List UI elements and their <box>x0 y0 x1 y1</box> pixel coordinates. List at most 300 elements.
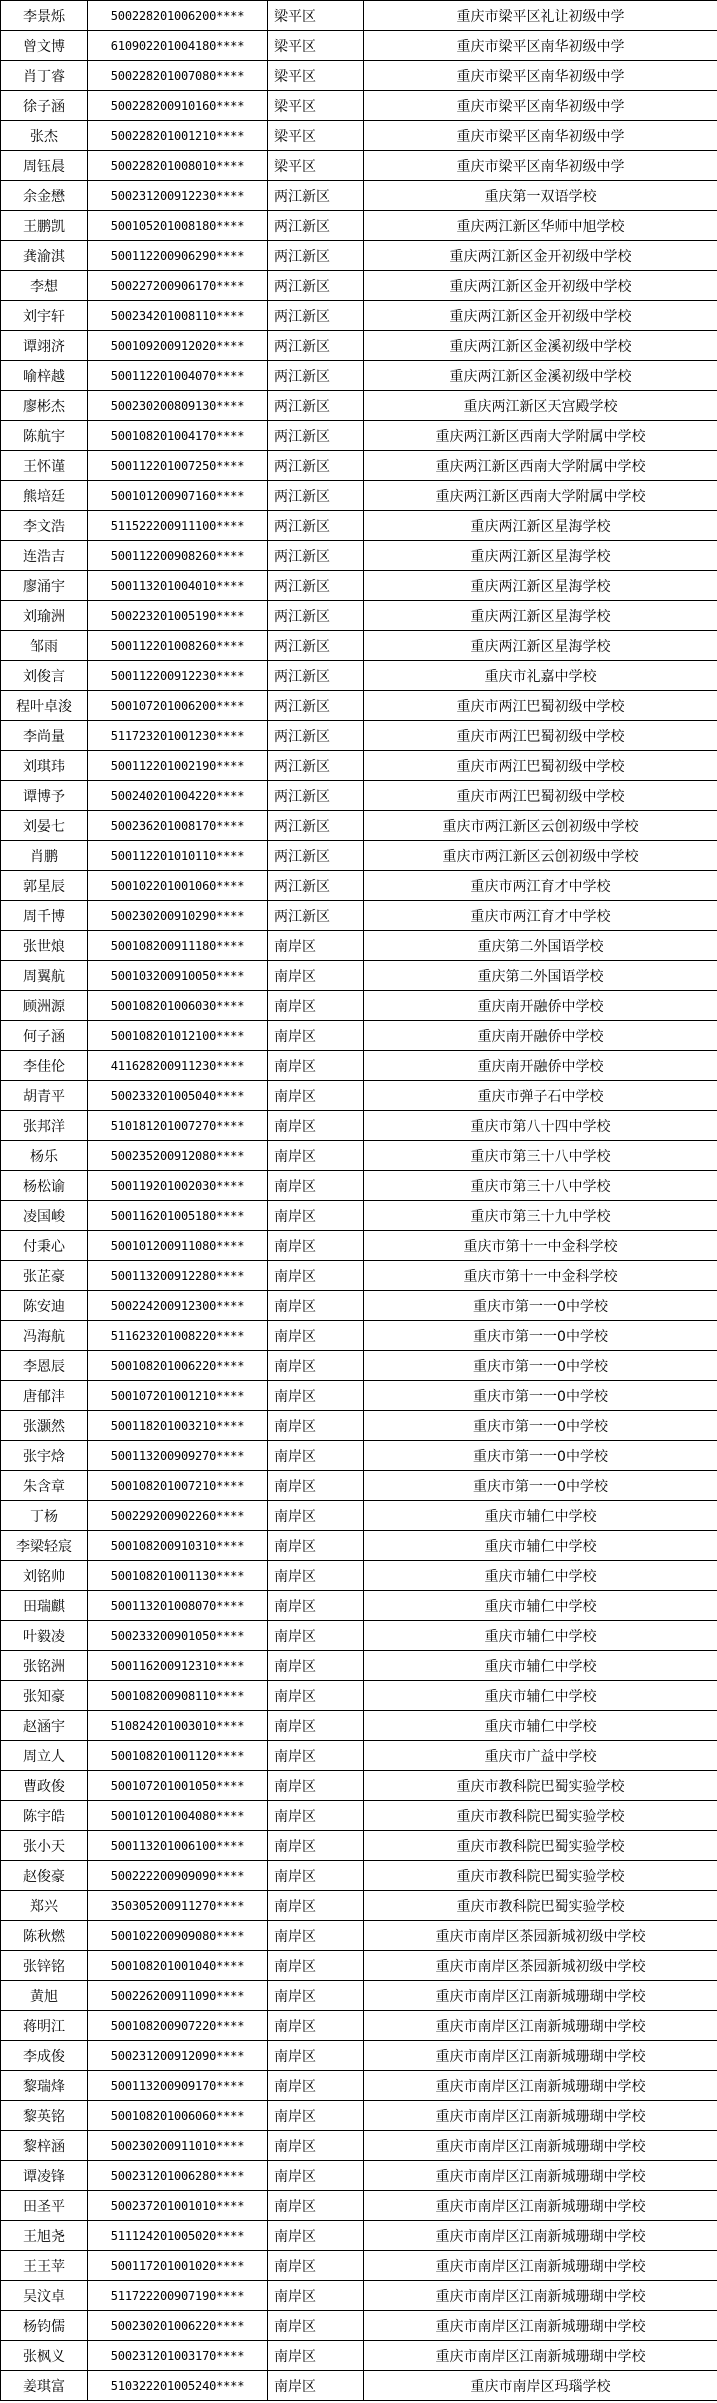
district-cell: 南岸区 <box>268 2011 364 2041</box>
table-row <box>1 1711 717 1741</box>
district-cell: 南岸区 <box>268 2221 364 2251</box>
district-cell: 南岸区 <box>268 2071 364 2101</box>
district-cell: 南岸区 <box>268 961 364 991</box>
school-cell: 重庆第一双语学校 <box>364 181 717 211</box>
student-name-cell: 廖彬杰 <box>1 391 88 421</box>
student-name-cell: 黎英铭 <box>1 2101 88 2131</box>
school-cell: 重庆两江新区金溪初级中学校 <box>364 361 717 391</box>
school-cell: 重庆市第三十八中学校 <box>364 1141 717 1171</box>
district-cell: 两江新区 <box>268 691 364 721</box>
table-row <box>1 1621 717 1651</box>
district-cell: 两江新区 <box>268 451 364 481</box>
student-name-cell: 肖鹏 <box>1 841 88 871</box>
table-row <box>1 2221 717 2251</box>
school-cell: 重庆市辅仁中学校 <box>364 1711 717 1741</box>
district-cell: 两江新区 <box>268 721 364 751</box>
district-cell: 南岸区 <box>268 1171 364 1201</box>
id-number-cell: 500230200910290**** <box>88 901 268 931</box>
id-number-cell: 500113200909270**** <box>88 1441 268 1471</box>
student-name-cell: 张世烺 <box>1 931 88 961</box>
id-number-cell: 500112201004070**** <box>88 361 268 391</box>
student-name-cell: 李梁轻宸 <box>1 1531 88 1561</box>
district-cell: 南岸区 <box>268 1891 364 1921</box>
district-cell: 南岸区 <box>268 1471 364 1501</box>
id-number-cell: 500231201003170**** <box>88 2341 268 2371</box>
id-number-cell: 500117201001020**** <box>88 2251 268 2281</box>
district-cell: 两江新区 <box>268 511 364 541</box>
student-name-cell: 王王苹 <box>1 2251 88 2281</box>
table-row <box>1 1921 717 1951</box>
table-row <box>1 631 717 661</box>
table-row <box>1 331 717 361</box>
district-cell: 南岸区 <box>268 991 364 1021</box>
student-name-cell: 谭凌锋 <box>1 2161 88 2191</box>
table-row <box>1 1321 717 1351</box>
school-cell: 重庆市南岸区江南新城珊瑚中学校 <box>364 2251 717 2281</box>
table-row <box>1 2011 717 2041</box>
id-number-cell: 500102201001060**** <box>88 871 268 901</box>
district-cell: 南岸区 <box>268 1141 364 1171</box>
student-name-cell: 张邦洋 <box>1 1111 88 1141</box>
table-row <box>1 1561 717 1591</box>
student-name-cell: 何子涵 <box>1 1021 88 1051</box>
student-name-cell: 陈航宇 <box>1 421 88 451</box>
id-number-cell: 510322201005240**** <box>88 2371 268 2401</box>
id-number-cell: 500230200911010**** <box>88 2131 268 2161</box>
student-name-cell: 张铭洲 <box>1 1651 88 1681</box>
district-cell: 南岸区 <box>268 2041 364 2071</box>
district-cell: 南岸区 <box>268 931 364 961</box>
table-row <box>1 1351 717 1381</box>
id-number-cell: 500108201012100**** <box>88 1021 268 1051</box>
id-number-cell: 500226200911090**** <box>88 1981 268 2011</box>
student-name-cell: 陈宇皓 <box>1 1801 88 1831</box>
student-name-cell: 王怀谨 <box>1 451 88 481</box>
student-name-cell: 张枫义 <box>1 2341 88 2371</box>
id-number-cell: 500108201006030**** <box>88 991 268 1021</box>
district-cell: 南岸区 <box>268 2311 364 2341</box>
district-cell: 两江新区 <box>268 211 364 241</box>
table-row <box>1 241 717 271</box>
district-cell: 南岸区 <box>268 2191 364 2221</box>
table-row <box>1 1771 717 1801</box>
table-row <box>1 2101 717 2131</box>
id-number-cell: 500108201001130**** <box>88 1561 268 1591</box>
student-name-cell: 张灏然 <box>1 1411 88 1441</box>
id-number-cell: 500108201006220**** <box>88 1351 268 1381</box>
school-cell: 重庆市梁平区南华初级中学 <box>364 121 717 151</box>
table-row <box>1 2131 717 2161</box>
id-number-cell: 511522200911100**** <box>88 511 268 541</box>
student-name-cell: 刘俊言 <box>1 661 88 691</box>
student-name-cell: 田圣平 <box>1 2191 88 2221</box>
school-cell: 重庆第二外国语学校 <box>364 931 717 961</box>
district-cell: 南岸区 <box>268 1801 364 1831</box>
district-cell: 两江新区 <box>268 421 364 451</box>
school-cell: 重庆两江新区金开初级中学校 <box>364 271 717 301</box>
school-cell: 重庆市两江巴蜀初级中学校 <box>364 721 717 751</box>
student-name-cell: 张小天 <box>1 1831 88 1861</box>
table-row <box>1 901 717 931</box>
table-row <box>1 1801 717 1831</box>
student-name-cell: 刘铭帅 <box>1 1561 88 1591</box>
district-cell: 南岸区 <box>268 1651 364 1681</box>
table-row <box>1 1411 717 1441</box>
school-cell: 重庆市辅仁中学校 <box>364 1501 717 1531</box>
id-number-cell: 500109200912020**** <box>88 331 268 361</box>
student-name-cell: 刘琪玮 <box>1 751 88 781</box>
id-number-cell: 511722200907190**** <box>88 2281 268 2311</box>
school-cell: 重庆市教科院巴蜀实验学校 <box>364 1801 717 1831</box>
school-cell: 重庆市南岸区茶园新城初级中学校 <box>364 1951 717 1981</box>
table-row <box>1 1531 717 1561</box>
district-cell: 南岸区 <box>268 1231 364 1261</box>
student-name-cell: 张锌铭 <box>1 1951 88 1981</box>
table-row <box>1 151 717 181</box>
district-cell: 南岸区 <box>268 1441 364 1471</box>
school-cell: 重庆市南岸区江南新城珊瑚中学校 <box>364 1981 717 2011</box>
school-cell: 重庆市梁平区礼让初级中学 <box>364 1 717 31</box>
district-cell: 南岸区 <box>268 1621 364 1651</box>
table-row <box>1 2071 717 2101</box>
student-name-cell: 谭博予 <box>1 781 88 811</box>
school-cell: 重庆市第一一0中学校 <box>364 1471 717 1501</box>
table-row <box>1 2251 717 2281</box>
id-number-cell: 500108200910310**** <box>88 1531 268 1561</box>
school-cell: 重庆两江新区星海学校 <box>364 541 717 571</box>
table-row <box>1 1291 717 1321</box>
id-number-cell: 500108201004170**** <box>88 421 268 451</box>
school-cell: 重庆市梁平区南华初级中学 <box>364 91 717 121</box>
school-cell: 重庆市第八十四中学校 <box>364 1111 717 1141</box>
district-cell: 南岸区 <box>268 2251 364 2281</box>
student-name-cell: 田瑞麒 <box>1 1591 88 1621</box>
table-row <box>1 751 717 781</box>
school-cell: 重庆市辅仁中学校 <box>364 1651 717 1681</box>
school-cell: 重庆南开融侨中学校 <box>364 1051 717 1081</box>
school-cell: 重庆市第一一0中学校 <box>364 1381 717 1411</box>
id-number-cell: 500103200910050**** <box>88 961 268 991</box>
id-number-cell: 500108201001040**** <box>88 1951 268 1981</box>
table-row <box>1 61 717 91</box>
student-name-cell: 周钰晨 <box>1 151 88 181</box>
district-cell: 南岸区 <box>268 1861 364 1891</box>
table-row <box>1 1681 717 1711</box>
school-cell: 重庆市南岸区江南新城珊瑚中学校 <box>364 2221 717 2251</box>
district-cell: 两江新区 <box>268 571 364 601</box>
district-cell: 南岸区 <box>268 1831 364 1861</box>
district-cell: 两江新区 <box>268 361 364 391</box>
id-number-cell: 510181201007270**** <box>88 1111 268 1141</box>
table-row <box>1 541 717 571</box>
table-row <box>1 871 717 901</box>
id-number-cell: 500101201004080**** <box>88 1801 268 1831</box>
district-cell: 两江新区 <box>268 391 364 421</box>
student-name-cell: 李文浩 <box>1 511 88 541</box>
table-row <box>1 391 717 421</box>
id-number-cell: 500107201006200**** <box>88 691 268 721</box>
table-row <box>1 1651 717 1681</box>
table-row <box>1 1081 717 1111</box>
id-number-cell: 500102200909080**** <box>88 1921 268 1951</box>
table-row <box>1 961 717 991</box>
student-name-cell: 付秉心 <box>1 1231 88 1261</box>
school-cell: 重庆两江新区西南大学附属中学校 <box>364 481 717 511</box>
student-name-cell: 张芷豪 <box>1 1261 88 1291</box>
table-row <box>1 31 717 61</box>
table-row <box>1 991 717 1021</box>
student-name-cell: 李尚量 <box>1 721 88 751</box>
id-number-cell: 500108201007210**** <box>88 1471 268 1501</box>
id-number-cell: 500112201007250**** <box>88 451 268 481</box>
district-cell: 两江新区 <box>268 841 364 871</box>
district-cell: 南岸区 <box>268 2281 364 2311</box>
student-name-cell: 陈秋燃 <box>1 1921 88 1951</box>
student-name-cell: 谭翊济 <box>1 331 88 361</box>
district-cell: 南岸区 <box>268 2131 364 2161</box>
table-row <box>1 1021 717 1051</box>
student-name-cell: 廖涌宇 <box>1 571 88 601</box>
table-row <box>1 1501 717 1531</box>
table-row <box>1 91 717 121</box>
student-name-cell: 周千博 <box>1 901 88 931</box>
table-row <box>1 1831 717 1861</box>
district-cell: 南岸区 <box>268 1021 364 1051</box>
student-name-cell: 杨钧儒 <box>1 2311 88 2341</box>
table-row <box>1 361 717 391</box>
student-name-cell: 张知豪 <box>1 1681 88 1711</box>
student-name-cell: 丁杨 <box>1 1501 88 1531</box>
student-name-cell: 刘宇轩 <box>1 301 88 331</box>
id-number-cell: 500113201004010**** <box>88 571 268 601</box>
table-row <box>1 1051 717 1081</box>
district-cell: 两江新区 <box>268 661 364 691</box>
student-name-cell: 叶毅凌 <box>1 1621 88 1651</box>
table-row <box>1 451 717 481</box>
table-row <box>1 1891 717 1921</box>
district-cell: 梁平区 <box>268 121 364 151</box>
school-cell: 重庆市弹子石中学校 <box>364 1081 717 1111</box>
district-cell: 两江新区 <box>268 901 364 931</box>
district-cell: 南岸区 <box>268 1261 364 1291</box>
id-number-cell: 500108200911180**** <box>88 931 268 961</box>
id-number-cell: 500236201008170**** <box>88 811 268 841</box>
id-number-cell: 500112200912230**** <box>88 661 268 691</box>
table-row <box>1 2341 717 2371</box>
district-cell: 南岸区 <box>268 2341 364 2371</box>
id-number-cell: 500112201010110**** <box>88 841 268 871</box>
student-name-cell: 王旭尧 <box>1 2221 88 2251</box>
id-number-cell: 500105201008180**** <box>88 211 268 241</box>
school-cell: 重庆市南岸区江南新城珊瑚中学校 <box>364 2161 717 2191</box>
school-cell: 重庆市辅仁中学校 <box>364 1621 717 1651</box>
id-number-cell: 350305200911270**** <box>88 1891 268 1921</box>
district-cell: 南岸区 <box>268 1951 364 1981</box>
school-cell: 重庆市南岸区江南新城珊瑚中学校 <box>364 2341 717 2371</box>
id-number-cell: 500228201008010**** <box>88 151 268 181</box>
id-number-cell: 500234201008110**** <box>88 301 268 331</box>
school-cell: 重庆市两江巴蜀初级中学校 <box>364 781 717 811</box>
school-cell: 重庆市南岸区江南新城珊瑚中学校 <box>364 2311 717 2341</box>
district-cell: 南岸区 <box>268 1561 364 1591</box>
school-cell: 重庆市南岸区江南新城珊瑚中学校 <box>364 2281 717 2311</box>
district-cell: 两江新区 <box>268 781 364 811</box>
school-cell: 重庆市两江育才中学校 <box>364 871 717 901</box>
district-cell: 梁平区 <box>268 61 364 91</box>
student-name-cell: 唐郁沣 <box>1 1381 88 1411</box>
table-row <box>1 1111 717 1141</box>
school-cell: 重庆市两江新区云创初级中学校 <box>364 811 717 841</box>
table-row <box>1 931 717 961</box>
student-name-cell: 黎梓涵 <box>1 2131 88 2161</box>
district-cell: 两江新区 <box>268 811 364 841</box>
school-cell: 重庆南开融侨中学校 <box>364 991 717 1021</box>
table-row <box>1 1981 717 2011</box>
id-number-cell: 500118201003210**** <box>88 1411 268 1441</box>
district-cell: 南岸区 <box>268 1921 364 1951</box>
school-cell: 重庆两江新区西南大学附属中学校 <box>364 421 717 451</box>
table-row <box>1 1231 717 1261</box>
student-name-cell: 蒋明江 <box>1 2011 88 2041</box>
school-cell: 重庆第二外国语学校 <box>364 961 717 991</box>
student-name-cell: 顾洲源 <box>1 991 88 1021</box>
table-row <box>1 811 717 841</box>
school-cell: 重庆市第三十九中学校 <box>364 1201 717 1231</box>
district-cell: 南岸区 <box>268 2371 364 2401</box>
student-name-cell: 张宇焓 <box>1 1441 88 1471</box>
table-row <box>1 2161 717 2191</box>
district-cell: 南岸区 <box>268 1501 364 1531</box>
table-row <box>1 271 717 301</box>
id-number-cell: 500112201008260**** <box>88 631 268 661</box>
student-name-cell: 李成俊 <box>1 2041 88 2071</box>
table-body <box>1 1 717 2401</box>
student-name-cell: 王鹏凯 <box>1 211 88 241</box>
school-cell: 重庆市教科院巴蜀实验学校 <box>364 1861 717 1891</box>
school-cell: 重庆市南岸区玛瑙学校 <box>364 2371 717 2401</box>
student-name-cell: 姜琪富 <box>1 2371 88 2401</box>
district-cell: 南岸区 <box>268 1201 364 1231</box>
student-name-cell: 赵俊豪 <box>1 1861 88 1891</box>
id-number-cell: 500233201005040**** <box>88 1081 268 1111</box>
id-number-cell: 500227200906170**** <box>88 271 268 301</box>
district-cell: 两江新区 <box>268 331 364 361</box>
school-cell: 重庆市南岸区江南新城珊瑚中学校 <box>364 2131 717 2161</box>
table-row <box>1 2371 717 2401</box>
school-cell: 重庆市辅仁中学校 <box>364 1561 717 1591</box>
district-cell: 梁平区 <box>268 1 364 31</box>
id-number-cell: 511124201005020**** <box>88 2221 268 2251</box>
school-cell: 重庆两江新区金开初级中学校 <box>364 241 717 271</box>
student-name-cell: 冯海航 <box>1 1321 88 1351</box>
school-cell: 重庆市南岸区江南新城珊瑚中学校 <box>364 2101 717 2131</box>
school-cell: 重庆市第十一中金科学校 <box>364 1261 717 1291</box>
table-row <box>1 1591 717 1621</box>
district-cell: 南岸区 <box>268 1741 364 1771</box>
district-cell: 两江新区 <box>268 541 364 571</box>
student-name-cell: 吴汶卓 <box>1 2281 88 2311</box>
student-name-cell: 凌国峻 <box>1 1201 88 1231</box>
district-cell: 梁平区 <box>268 91 364 121</box>
id-number-cell: 500112201002190**** <box>88 751 268 781</box>
district-cell: 南岸区 <box>268 1381 364 1411</box>
school-cell: 重庆市第一一0中学校 <box>364 1321 717 1351</box>
district-cell: 南岸区 <box>268 1531 364 1561</box>
table-row <box>1 1741 717 1771</box>
table-row <box>1 841 717 871</box>
school-cell: 重庆两江新区星海学校 <box>364 511 717 541</box>
district-cell: 南岸区 <box>268 1591 364 1621</box>
district-cell: 南岸区 <box>268 1291 364 1321</box>
school-cell: 重庆市礼嘉中学校 <box>364 661 717 691</box>
id-number-cell: 500233200901050**** <box>88 1621 268 1651</box>
student-name-cell: 喻梓越 <box>1 361 88 391</box>
id-number-cell: 500113200909170**** <box>88 2071 268 2101</box>
table-row <box>1 601 717 631</box>
id-number-cell: 500101200907160**** <box>88 481 268 511</box>
table-row <box>1 1261 717 1291</box>
district-cell: 南岸区 <box>268 1321 364 1351</box>
school-cell: 重庆市南岸区江南新城珊瑚中学校 <box>364 2071 717 2101</box>
district-cell: 两江新区 <box>268 631 364 661</box>
table-row <box>1 1471 717 1501</box>
id-number-cell: 500231200912090**** <box>88 2041 268 2071</box>
student-name-cell: 李恩辰 <box>1 1351 88 1381</box>
school-cell: 重庆市梁平区南华初级中学 <box>364 151 717 181</box>
id-number-cell: 500107201001050**** <box>88 1771 268 1801</box>
id-number-cell: 500116200912310**** <box>88 1651 268 1681</box>
student-name-cell: 熊培廷 <box>1 481 88 511</box>
id-number-cell: 500229200902260**** <box>88 1501 268 1531</box>
id-number-cell: 500113201008070**** <box>88 1591 268 1621</box>
school-cell: 重庆市广益中学校 <box>364 1741 717 1771</box>
district-cell: 南岸区 <box>268 1981 364 2011</box>
student-name-cell: 周翼航 <box>1 961 88 991</box>
table-row <box>1 1141 717 1171</box>
school-cell: 重庆两江新区星海学校 <box>364 631 717 661</box>
id-number-cell: 610902201004180**** <box>88 31 268 61</box>
school-cell: 重庆市第一一0中学校 <box>364 1411 717 1441</box>
id-number-cell: 500108200907220**** <box>88 2011 268 2041</box>
id-number-cell: 500222200909090**** <box>88 1861 268 1891</box>
table-row <box>1 2041 717 2071</box>
school-cell: 重庆市教科院巴蜀实验学校 <box>364 1891 717 1921</box>
district-cell: 南岸区 <box>268 1051 364 1081</box>
district-cell: 两江新区 <box>268 301 364 331</box>
school-cell: 重庆市第十一中金科学校 <box>364 1231 717 1261</box>
id-number-cell: 500228201001210**** <box>88 121 268 151</box>
table-row <box>1 781 717 811</box>
id-number-cell: 500108201001120**** <box>88 1741 268 1771</box>
table-row <box>1 1441 717 1471</box>
school-cell: 重庆两江新区天宫殿学校 <box>364 391 717 421</box>
student-name-cell: 刘晏七 <box>1 811 88 841</box>
id-number-cell: 500112200908260**** <box>88 541 268 571</box>
school-cell: 重庆市第三十八中学校 <box>364 1171 717 1201</box>
district-cell: 南岸区 <box>268 1351 364 1381</box>
id-number-cell: 500235200912080**** <box>88 1141 268 1171</box>
district-cell: 南岸区 <box>268 1411 364 1441</box>
id-number-cell: 500228200910160**** <box>88 91 268 121</box>
table-row <box>1 2311 717 2341</box>
id-number-cell: 500107201001210**** <box>88 1381 268 1411</box>
table-row <box>1 1201 717 1231</box>
student-name-cell: 李景烁 <box>1 1 88 31</box>
district-cell: 两江新区 <box>268 181 364 211</box>
id-number-cell: 500119201002030**** <box>88 1171 268 1201</box>
school-cell: 重庆两江新区金开初级中学校 <box>364 301 717 331</box>
id-number-cell: 500101200911080**** <box>88 1231 268 1261</box>
